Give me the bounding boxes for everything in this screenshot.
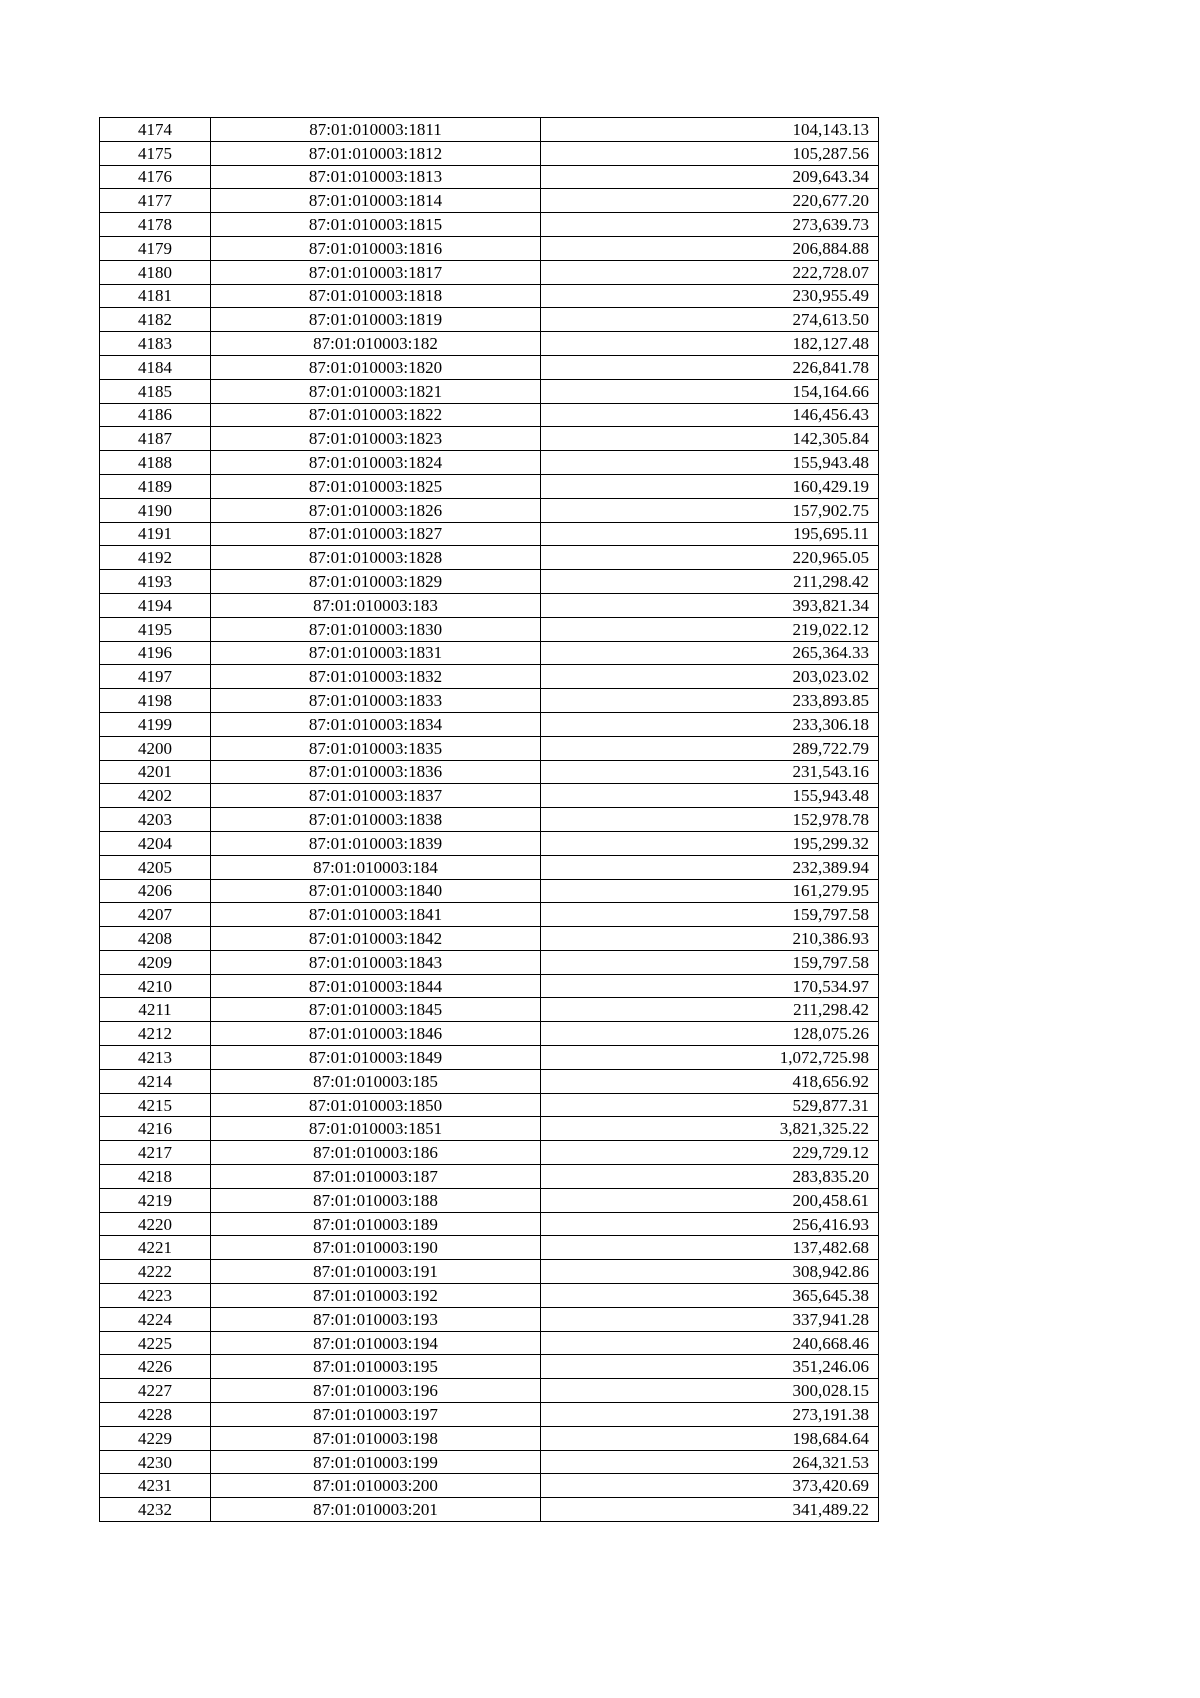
value-cell: 265,364.33	[541, 641, 879, 665]
row-number-cell: 4199	[100, 712, 211, 736]
value-cell: 219,022.12	[541, 617, 879, 641]
row-number-cell: 4211	[100, 998, 211, 1022]
value-cell: 289,722.79	[541, 736, 879, 760]
table-row	[100, 593, 879, 617]
table-row	[100, 427, 879, 451]
value-cell: 341,489.22	[541, 1498, 879, 1522]
table-row	[100, 689, 879, 713]
row-number-cell: 4204	[100, 831, 211, 855]
row-number-cell: 4208	[100, 927, 211, 951]
cadastral-number-cell: 87:01:010003:1838	[211, 808, 541, 832]
cadastral-number-cell: 87:01:010003:186	[211, 1141, 541, 1165]
table-row	[100, 1069, 879, 1093]
row-number-cell: 4200	[100, 736, 211, 760]
value-cell: 159,797.58	[541, 903, 879, 927]
value-cell: 240,668.46	[541, 1331, 879, 1355]
value-cell: 198,684.64	[541, 1426, 879, 1450]
value-cell: 373,420.69	[541, 1474, 879, 1498]
table-row	[100, 355, 879, 379]
table-row	[100, 855, 879, 879]
cadastral-number-cell: 87:01:010003:1821	[211, 379, 541, 403]
table-row	[100, 927, 879, 951]
cadastral-number-cell: 87:01:010003:1829	[211, 570, 541, 594]
cadastral-number-cell: 87:01:010003:1833	[211, 689, 541, 713]
value-cell: 229,729.12	[541, 1141, 879, 1165]
row-number-cell: 4213	[100, 1046, 211, 1070]
cadastral-number-cell: 87:01:010003:1827	[211, 522, 541, 546]
cadastral-number-cell: 87:01:010003:1830	[211, 617, 541, 641]
row-number-cell: 4219	[100, 1188, 211, 1212]
cadastral-number-cell: 87:01:010003:1841	[211, 903, 541, 927]
table-row	[100, 570, 879, 594]
row-number-cell: 4183	[100, 332, 211, 356]
row-number-cell: 4195	[100, 617, 211, 641]
table-row	[100, 1450, 879, 1474]
row-number-cell: 4198	[100, 689, 211, 713]
value-cell: 195,299.32	[541, 831, 879, 855]
cadastral-number-cell: 87:01:010003:1825	[211, 474, 541, 498]
table-row	[100, 1093, 879, 1117]
row-number-cell: 4181	[100, 284, 211, 308]
table-row	[100, 784, 879, 808]
table-row	[100, 498, 879, 522]
value-cell: 222,728.07	[541, 260, 879, 284]
value-cell: 232,389.94	[541, 855, 879, 879]
cadastral-number-cell: 87:01:010003:1849	[211, 1046, 541, 1070]
table-row	[100, 474, 879, 498]
table-body	[100, 118, 879, 1522]
cadastral-number-cell: 87:01:010003:201	[211, 1498, 541, 1522]
value-cell: 220,677.20	[541, 189, 879, 213]
table-row	[100, 1284, 879, 1308]
value-cell: 351,246.06	[541, 1355, 879, 1379]
cadastral-number-cell: 87:01:010003:197	[211, 1403, 541, 1427]
value-cell: 211,298.42	[541, 998, 879, 1022]
cadastral-number-cell: 87:01:010003:1844	[211, 974, 541, 998]
row-number-cell: 4230	[100, 1450, 211, 1474]
row-number-cell: 4206	[100, 879, 211, 903]
row-number-cell: 4217	[100, 1141, 211, 1165]
table-row	[100, 1355, 879, 1379]
cadastral-number-cell: 87:01:010003:1843	[211, 950, 541, 974]
cadastral-number-cell: 87:01:010003:1831	[211, 641, 541, 665]
row-number-cell: 4210	[100, 974, 211, 998]
value-cell: 157,902.75	[541, 498, 879, 522]
value-cell: 203,023.02	[541, 665, 879, 689]
cadastral-value-table	[99, 117, 879, 1522]
value-cell: 337,941.28	[541, 1307, 879, 1331]
value-cell: 206,884.88	[541, 236, 879, 260]
cadastral-number-cell: 87:01:010003:195	[211, 1355, 541, 1379]
value-cell: 104,143.13	[541, 118, 879, 142]
row-number-cell: 4205	[100, 855, 211, 879]
cadastral-number-cell: 87:01:010003:1846	[211, 1022, 541, 1046]
row-number-cell: 4220	[100, 1212, 211, 1236]
row-number-cell: 4212	[100, 1022, 211, 1046]
table-row	[100, 712, 879, 736]
value-cell: 220,965.05	[541, 546, 879, 570]
cadastral-number-cell: 87:01:010003:1811	[211, 118, 541, 142]
value-cell: 159,797.58	[541, 950, 879, 974]
cadastral-number-cell: 87:01:010003:182	[211, 332, 541, 356]
cadastral-number-cell: 87:01:010003:1851	[211, 1117, 541, 1141]
table-row	[100, 118, 879, 142]
cadastral-number-cell: 87:01:010003:1828	[211, 546, 541, 570]
cadastral-number-cell: 87:01:010003:185	[211, 1069, 541, 1093]
value-cell: 137,482.68	[541, 1236, 879, 1260]
cadastral-number-cell: 87:01:010003:1816	[211, 236, 541, 260]
row-number-cell: 4214	[100, 1069, 211, 1093]
row-number-cell: 4182	[100, 308, 211, 332]
value-cell: 155,943.48	[541, 451, 879, 475]
table-row	[100, 1498, 879, 1522]
value-cell: 209,643.34	[541, 165, 879, 189]
table-row	[100, 1141, 879, 1165]
cadastral-number-cell: 87:01:010003:1813	[211, 165, 541, 189]
row-number-cell: 4174	[100, 118, 211, 142]
table-row	[100, 1379, 879, 1403]
cadastral-number-cell: 87:01:010003:1835	[211, 736, 541, 760]
table-row	[100, 974, 879, 998]
value-cell: 273,639.73	[541, 213, 879, 237]
table-row	[100, 665, 879, 689]
table-row	[100, 213, 879, 237]
cadastral-number-cell: 87:01:010003:1819	[211, 308, 541, 332]
cadastral-number-cell: 87:01:010003:1824	[211, 451, 541, 475]
cadastral-number-cell: 87:01:010003:1836	[211, 760, 541, 784]
value-cell: 195,695.11	[541, 522, 879, 546]
table-row	[100, 879, 879, 903]
table-row	[100, 522, 879, 546]
table-row	[100, 1212, 879, 1236]
table-row	[100, 1403, 879, 1427]
value-cell: 211,298.42	[541, 570, 879, 594]
value-cell: 182,127.48	[541, 332, 879, 356]
cadastral-number-cell: 87:01:010003:1839	[211, 831, 541, 855]
row-number-cell: 4178	[100, 213, 211, 237]
value-cell: 142,305.84	[541, 427, 879, 451]
value-cell: 529,877.31	[541, 1093, 879, 1117]
row-number-cell: 4175	[100, 141, 211, 165]
row-number-cell: 4186	[100, 403, 211, 427]
row-number-cell: 4179	[100, 236, 211, 260]
value-cell: 233,893.85	[541, 689, 879, 713]
cadastral-number-cell: 87:01:010003:184	[211, 855, 541, 879]
table-row	[100, 1117, 879, 1141]
cadastral-number-cell: 87:01:010003:1815	[211, 213, 541, 237]
row-number-cell: 4189	[100, 474, 211, 498]
row-number-cell: 4192	[100, 546, 211, 570]
row-number-cell: 4223	[100, 1284, 211, 1308]
cadastral-number-cell: 87:01:010003:187	[211, 1165, 541, 1189]
cadastral-number-cell: 87:01:010003:194	[211, 1331, 541, 1355]
row-number-cell: 4222	[100, 1260, 211, 1284]
cadastral-number-cell: 87:01:010003:1817	[211, 260, 541, 284]
value-cell: 160,429.19	[541, 474, 879, 498]
cadastral-number-cell: 87:01:010003:199	[211, 1450, 541, 1474]
table-row	[100, 1307, 879, 1331]
row-number-cell: 4202	[100, 784, 211, 808]
row-number-cell: 4177	[100, 189, 211, 213]
value-cell: 273,191.38	[541, 1403, 879, 1427]
row-number-cell: 4196	[100, 641, 211, 665]
value-cell: 226,841.78	[541, 355, 879, 379]
row-number-cell: 4191	[100, 522, 211, 546]
row-number-cell: 4226	[100, 1355, 211, 1379]
table-row	[100, 379, 879, 403]
row-number-cell: 4207	[100, 903, 211, 927]
cadastral-number-cell: 87:01:010003:1840	[211, 879, 541, 903]
cadastral-number-cell: 87:01:010003:1820	[211, 355, 541, 379]
table-row	[100, 1165, 879, 1189]
row-number-cell: 4184	[100, 355, 211, 379]
value-cell: 264,321.53	[541, 1450, 879, 1474]
cadastral-number-cell: 87:01:010003:196	[211, 1379, 541, 1403]
row-number-cell: 4180	[100, 260, 211, 284]
cadastral-number-cell: 87:01:010003:198	[211, 1426, 541, 1450]
cadastral-number-cell: 87:01:010003:1814	[211, 189, 541, 213]
table-row	[100, 998, 879, 1022]
cadastral-number-cell: 87:01:010003:1832	[211, 665, 541, 689]
cadastral-number-cell: 87:01:010003:192	[211, 1284, 541, 1308]
row-number-cell: 4187	[100, 427, 211, 451]
cadastral-number-cell: 87:01:010003:200	[211, 1474, 541, 1498]
table-row	[100, 617, 879, 641]
row-number-cell: 4176	[100, 165, 211, 189]
table-row	[100, 141, 879, 165]
table-row	[100, 1474, 879, 1498]
row-number-cell: 4201	[100, 760, 211, 784]
value-cell: 3,821,325.22	[541, 1117, 879, 1141]
row-number-cell: 4203	[100, 808, 211, 832]
row-number-cell: 4193	[100, 570, 211, 594]
cadastral-number-cell: 87:01:010003:1842	[211, 927, 541, 951]
table-row	[100, 736, 879, 760]
table-row	[100, 403, 879, 427]
cadastral-number-cell: 87:01:010003:193	[211, 1307, 541, 1331]
row-number-cell: 4185	[100, 379, 211, 403]
table-row	[100, 236, 879, 260]
row-number-cell: 4229	[100, 1426, 211, 1450]
cadastral-number-cell: 87:01:010003:1850	[211, 1093, 541, 1117]
row-number-cell: 4194	[100, 593, 211, 617]
table-row	[100, 1331, 879, 1355]
row-number-cell: 4231	[100, 1474, 211, 1498]
row-number-cell: 4227	[100, 1379, 211, 1403]
table-row	[100, 451, 879, 475]
row-number-cell: 4225	[100, 1331, 211, 1355]
row-number-cell: 4209	[100, 950, 211, 974]
cadastral-number-cell: 87:01:010003:1837	[211, 784, 541, 808]
table-row	[100, 641, 879, 665]
table-row	[100, 260, 879, 284]
value-cell: 393,821.34	[541, 593, 879, 617]
row-number-cell: 4216	[100, 1117, 211, 1141]
value-cell: 200,458.61	[541, 1188, 879, 1212]
table-row	[100, 808, 879, 832]
row-number-cell: 4224	[100, 1307, 211, 1331]
value-cell: 154,164.66	[541, 379, 879, 403]
value-cell: 308,942.86	[541, 1260, 879, 1284]
value-cell: 230,955.49	[541, 284, 879, 308]
cadastral-number-cell: 87:01:010003:188	[211, 1188, 541, 1212]
cadastral-number-cell: 87:01:010003:1822	[211, 403, 541, 427]
value-cell: 256,416.93	[541, 1212, 879, 1236]
table-row	[100, 165, 879, 189]
cadastral-number-cell: 87:01:010003:1823	[211, 427, 541, 451]
cadastral-number-cell: 87:01:010003:1812	[211, 141, 541, 165]
cadastral-number-cell: 87:01:010003:190	[211, 1236, 541, 1260]
row-number-cell: 4215	[100, 1093, 211, 1117]
cadastral-number-cell: 87:01:010003:1826	[211, 498, 541, 522]
row-number-cell: 4197	[100, 665, 211, 689]
table-row	[100, 760, 879, 784]
value-cell: 152,978.78	[541, 808, 879, 832]
value-cell: 105,287.56	[541, 141, 879, 165]
value-cell: 418,656.92	[541, 1069, 879, 1093]
value-cell: 155,943.48	[541, 784, 879, 808]
table-row	[100, 1260, 879, 1284]
value-cell: 1,072,725.98	[541, 1046, 879, 1070]
table-row	[100, 1236, 879, 1260]
row-number-cell: 4232	[100, 1498, 211, 1522]
table-row	[100, 950, 879, 974]
table-row	[100, 831, 879, 855]
cadastral-number-cell: 87:01:010003:1845	[211, 998, 541, 1022]
row-number-cell: 4190	[100, 498, 211, 522]
cadastral-number-cell: 87:01:010003:183	[211, 593, 541, 617]
table-row	[100, 1046, 879, 1070]
table-row	[100, 1188, 879, 1212]
value-cell: 231,543.16	[541, 760, 879, 784]
row-number-cell: 4218	[100, 1165, 211, 1189]
cadastral-number-cell: 87:01:010003:189	[211, 1212, 541, 1236]
value-cell: 170,534.97	[541, 974, 879, 998]
value-cell: 233,306.18	[541, 712, 879, 736]
value-cell: 274,613.50	[541, 308, 879, 332]
row-number-cell: 4188	[100, 451, 211, 475]
row-number-cell: 4221	[100, 1236, 211, 1260]
table-row	[100, 308, 879, 332]
table-row	[100, 1426, 879, 1450]
value-cell: 128,075.26	[541, 1022, 879, 1046]
value-cell: 210,386.93	[541, 927, 879, 951]
cadastral-number-cell: 87:01:010003:1818	[211, 284, 541, 308]
value-cell: 365,645.38	[541, 1284, 879, 1308]
table-row	[100, 546, 879, 570]
table-row	[100, 284, 879, 308]
row-number-cell: 4228	[100, 1403, 211, 1427]
table-row	[100, 903, 879, 927]
table-row	[100, 332, 879, 356]
value-cell: 146,456.43	[541, 403, 879, 427]
cadastral-number-cell: 87:01:010003:191	[211, 1260, 541, 1284]
table-row	[100, 1022, 879, 1046]
table-row	[100, 189, 879, 213]
value-cell: 283,835.20	[541, 1165, 879, 1189]
value-cell: 300,028.15	[541, 1379, 879, 1403]
value-cell: 161,279.95	[541, 879, 879, 903]
cadastral-number-cell: 87:01:010003:1834	[211, 712, 541, 736]
